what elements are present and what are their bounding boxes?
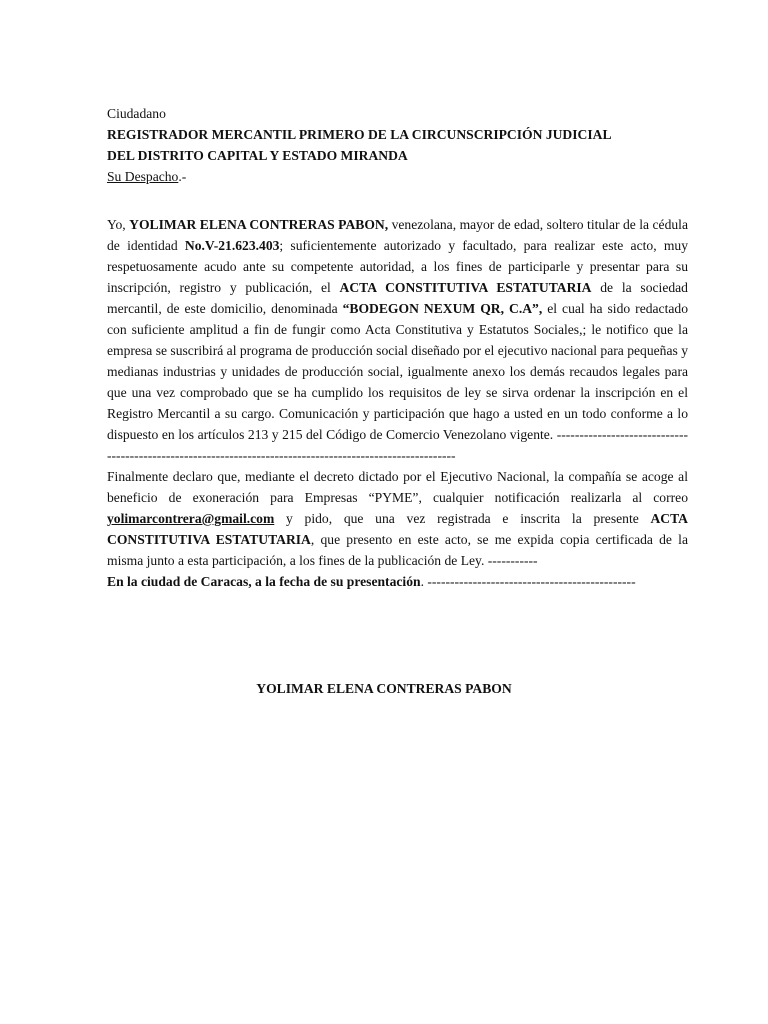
- paragraph-declaration: [107, 466, 688, 571]
- signature-name: YOLIMAR ELENA CONTRERAS PABON: [256, 681, 512, 696]
- paragraph-intro: Yo,: [107, 217, 130, 232]
- acta-title-2: ACTA CONSTITUTIVA ESTATUTARIA: [107, 511, 688, 547]
- closing-dashes: . ----------------------------------------------: [420, 574, 636, 589]
- paragraph-text-2: ; suficientemente autorizado y facultado, para realizar este acto, muy respetuosamente acudo ante su competente autoridad, a los fines de participarle y presentar para su inscripción, registro y publicación, el: [107, 238, 688, 295]
- despacho-suffix: .-: [178, 169, 187, 184]
- id-number: No.V-21.623.403: [184, 238, 280, 253]
- declaration-text-2: y pido, que una vez registrada e inscrita la presente: [274, 511, 651, 526]
- despacho-line: [107, 166, 697, 187]
- letter-body: [107, 214, 688, 592]
- paragraph-text-3: de la sociedad mercantil, de este domicilio, denominada: [107, 280, 688, 316]
- company-name: “BODEGON NEXUM QR, C.A”,: [342, 301, 543, 316]
- acta-title: ACTA CONSTITUTIVA ESTATUTARIA: [339, 280, 592, 295]
- declaration-text-3: , que presento en este acto, se me expida copia certificada de la misma junto a esta participación, a los fines de la publicación de Ley. -----------: [107, 532, 688, 568]
- recipient-title-line-1: REGISTRADOR MERCANTIL PRIMERO DE LA CIRCUNSCRIPCIÓN JUDICIAL: [107, 127, 612, 142]
- despacho-text: Su Despacho: [107, 169, 179, 184]
- declaration-text-1: Finalmente declaro que, mediante el decreto dictado por el Ejecutivo Nacional, la compañía se acoge al beneficio de exoneración para Empresas “PYME”, cualquier notificación realizarla al correo: [107, 469, 688, 505]
- paragraph-main: [107, 214, 688, 466]
- letter-header: [107, 103, 697, 187]
- recipient-title-line-2: DEL DISTRITO CAPITAL Y ESTADO MIRANDA: [107, 148, 408, 163]
- salutation: Ciudadano: [107, 106, 166, 121]
- email-link[interactable]: yolimarcontrera@gmail.com: [107, 511, 275, 526]
- closing-bold: En la ciudad de Caracas, a la fecha de su presentación: [107, 574, 421, 589]
- closing-line: [107, 571, 688, 592]
- applicant-name: YOLIMAR ELENA CONTRERAS PABON,: [129, 217, 389, 232]
- paragraph-text-1: venezolana, mayor de edad, soltero titular de la cédula de identidad: [107, 217, 688, 253]
- paragraph-text-4: el cual ha sido redactado con suficiente amplitud a fin de fungir como Acta Constitutiva y Estatutos Sociales,; le notifico que la empresa se suscribirá al programa de producción social diseñado por el ejecutivo nacional para pequeñas y medianas industrias y unidades de producción social, igualmente anexo los demás recaudos legales para que una vez comprobado que se ha cumplido los requisitos de ley se sirva ordenar la inscripción en el Registro Mercantil a su cargo. Comunicación y participación que hago a usted en un todo conforme a lo dispuesto en los artículos 213 y 215 del Código de Comercio Venezolano vigente. ----------------------------------------------------------------------------------------------------------: [107, 301, 688, 463]
